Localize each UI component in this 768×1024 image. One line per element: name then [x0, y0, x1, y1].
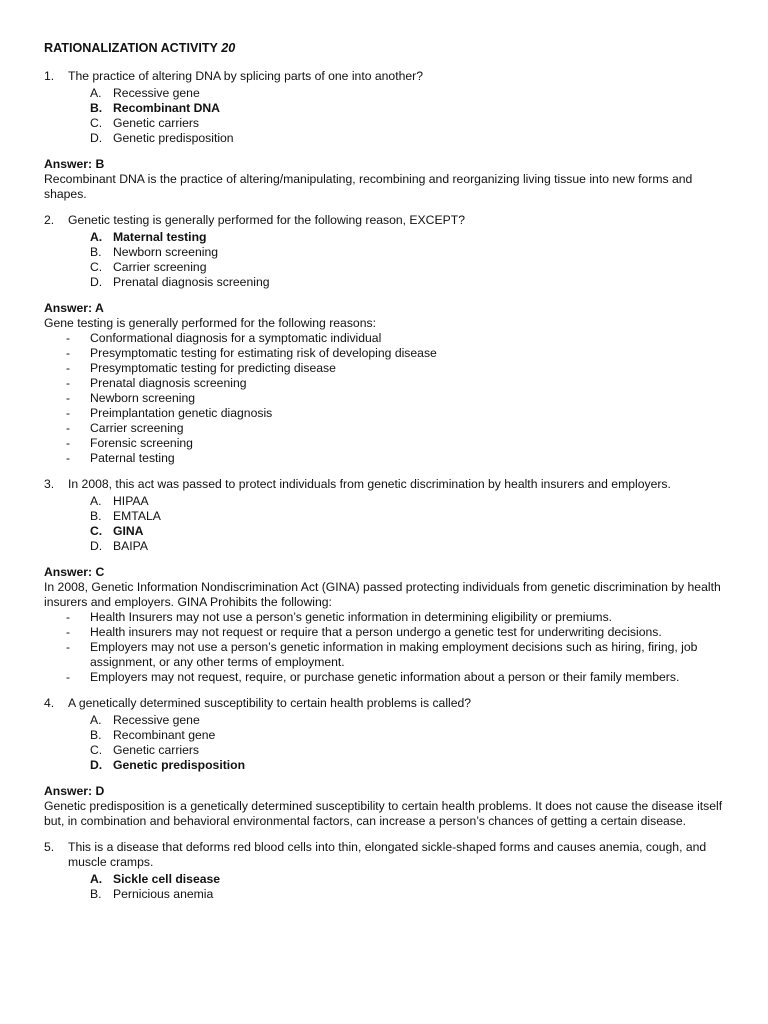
- options-list: [90, 86, 734, 146]
- option-a-correct: [90, 872, 734, 887]
- answer-explanation: Genetic predisposition is a genetically determined susceptibility to certain health problems. It does not cause the disease itself but, in combination and behavioral environmental factors, can increase a person’s chances of getting a certain disease.: [44, 799, 723, 828]
- question-4: [44, 696, 734, 711]
- bullet-text: Conformational diagnosis for a symptomatic individual: [90, 331, 382, 345]
- bullet-text: Presymptomatic testing for predicting disease: [90, 361, 336, 375]
- option-c: [90, 116, 734, 131]
- option-d: [90, 275, 734, 290]
- option-letter: D.: [90, 275, 103, 289]
- question-1: [44, 69, 734, 84]
- option-b: [90, 509, 734, 524]
- option-letter: D.: [90, 131, 103, 145]
- bullet-item: - Health Insurers may not use a person’s genetic information in determining eligibility or premiums.: [66, 610, 613, 624]
- question-number: 4.: [44, 696, 55, 710]
- answer-heading: Answer: D: [44, 784, 105, 798]
- options-list: [90, 713, 734, 773]
- bullet-item: - Health insurers may not request or require that a person undergo a genetic test for underwriting decisions.: [66, 625, 662, 639]
- bullet-text: Preimplantation genetic diagnosis: [90, 406, 273, 420]
- option-text: Genetic predisposition: [113, 758, 246, 772]
- bullet-item: - Conformational diagnosis for a symptomatic individual: [66, 331, 382, 345]
- option-text: Recessive gene: [113, 86, 200, 100]
- option-a-correct: [90, 230, 734, 245]
- bullet-item: - Preimplantation genetic diagnosis: [66, 406, 273, 420]
- bullet-item: - Employers may not use a person’s genetic information in making employment decisions such as hiring, firing, job assignment, or any other terms of employment.: [66, 640, 698, 669]
- option-text: Recombinant gene: [113, 728, 216, 742]
- option-d-correct: [90, 758, 734, 773]
- option-letter: D.: [90, 758, 103, 772]
- bullet-item: - Paternal testing: [66, 451, 175, 465]
- question-text: The practice of altering DNA by splicing parts of one into another?: [68, 69, 423, 83]
- bullet-item: - Carrier screening: [66, 421, 184, 435]
- option-letter: A.: [90, 230, 103, 244]
- bullet-list: [44, 610, 734, 685]
- option-letter: D.: [90, 539, 103, 553]
- options-list: [90, 494, 734, 554]
- question-number: 5.: [44, 840, 55, 854]
- bullet-text: Carrier screening: [90, 421, 184, 435]
- option-letter: C.: [90, 524, 103, 538]
- option-b: [90, 728, 734, 743]
- option-letter: B.: [90, 728, 102, 742]
- question-text: A genetically determined susceptibility to certain health problems is called?: [68, 696, 472, 710]
- option-c: [90, 260, 734, 275]
- bullet-list: [44, 331, 734, 466]
- bullet-item: - Prenatal diagnosis screening: [66, 376, 247, 390]
- bullet-item: - Presymptomatic testing for predicting disease: [66, 361, 336, 375]
- option-text: Genetic carriers: [113, 116, 200, 130]
- option-a: [90, 86, 734, 101]
- option-b-correct: [90, 101, 734, 116]
- page-title: [44, 41, 734, 56]
- option-letter: A.: [90, 872, 103, 886]
- bullet-text: Paternal testing: [90, 451, 175, 465]
- option-text: EMTALA: [113, 509, 161, 523]
- option-d: [90, 539, 734, 554]
- bullet-text: Forensic screening: [90, 436, 193, 450]
- option-text: Recombinant DNA: [113, 101, 220, 115]
- title-number: 20: [221, 41, 236, 55]
- answer-explanation: In 2008, Genetic Information Nondiscrimination Act (GINA) passed protecting individuals from genetic discrimination by health insurers and employers. GINA Prohibits the following:: [44, 580, 721, 609]
- option-a: [90, 494, 734, 509]
- question-2: [44, 213, 734, 228]
- bullet-text: Health Insurers may not use a person’s genetic information in determining eligibility or premiums.: [90, 610, 613, 624]
- option-text: GINA: [113, 524, 144, 538]
- option-letter: B.: [90, 245, 102, 259]
- bullet-item: - Employers may not request, require, or purchase genetic information about a person or their family members.: [66, 670, 680, 684]
- option-d: [90, 131, 734, 146]
- bullet-text: Employers may not use a person’s genetic information in making employment decisions such as hiring, firing, job assignment, or any other terms of employment.: [90, 640, 698, 669]
- option-letter: B.: [90, 509, 102, 523]
- option-text: Prenatal diagnosis screening: [113, 275, 270, 289]
- option-text: Carrier screening: [113, 260, 207, 274]
- question-text: In 2008, this act was passed to protect individuals from genetic discrimination by health insurers and employers.: [68, 477, 671, 491]
- bullet-item: - Newborn screening: [66, 391, 196, 405]
- document-page: [44, 41, 734, 913]
- option-text: Newborn screening: [113, 245, 219, 259]
- bullet-text: Newborn screening: [90, 391, 196, 405]
- option-b: [90, 245, 734, 260]
- question-number: 2.: [44, 213, 55, 227]
- option-letter: C.: [90, 743, 103, 757]
- option-c-correct: [90, 524, 734, 539]
- option-letter: A.: [90, 713, 102, 727]
- answer-heading: Answer: B: [44, 157, 105, 171]
- question-number: 1.: [44, 69, 55, 83]
- option-a: [90, 713, 734, 728]
- option-text: BAIPA: [113, 539, 148, 553]
- option-text: HIPAA: [113, 494, 149, 508]
- bullet-item: - Presymptomatic testing for estimating risk of developing disease: [66, 346, 437, 360]
- option-text: Genetic predisposition: [113, 131, 234, 145]
- option-c: [90, 743, 734, 758]
- bullet-text: Health insurers may not request or require that a person undergo a genetic test for underwriting decisions.: [90, 625, 662, 639]
- answer-heading: Answer: C: [44, 565, 105, 579]
- bullet-text: Prenatal diagnosis screening: [90, 376, 247, 390]
- option-letter: B.: [90, 101, 103, 115]
- option-letter: A.: [90, 86, 102, 100]
- question-number: 3.: [44, 477, 55, 491]
- question-text: Genetic testing is generally performed for the following reason, EXCEPT?: [68, 213, 465, 227]
- bullet-item: - Forensic screening: [66, 436, 193, 450]
- option-letter: A.: [90, 494, 102, 508]
- option-letter: C.: [90, 260, 103, 274]
- option-b: [90, 887, 734, 902]
- answer-heading: Answer: A: [44, 301, 104, 315]
- option-letter: B.: [90, 887, 102, 901]
- question-3: [44, 477, 734, 492]
- options-list: [90, 872, 734, 902]
- bullet-text: Presymptomatic testing for estimating risk of developing disease: [90, 346, 437, 360]
- bullet-text: Employers may not request, require, or purchase genetic information about a person or their family members.: [90, 670, 680, 684]
- title-prefix: RATIONALIZATION ACTIVITY: [44, 41, 222, 55]
- option-text: Genetic carriers: [113, 743, 200, 757]
- question-5: [44, 840, 734, 870]
- option-text: Sickle cell disease: [113, 872, 221, 886]
- option-letter: C.: [90, 116, 103, 130]
- answer-explanation: Recombinant DNA is the practice of altering/manipulating, recombining and reorganizing living tissue into new forms and shapes.: [44, 172, 693, 201]
- answer-explanation: Gene testing is generally performed for the following reasons:: [44, 316, 376, 330]
- option-text: Recessive gene: [113, 713, 200, 727]
- option-text: Maternal testing: [113, 230, 207, 244]
- options-list: [90, 230, 734, 290]
- option-text: Pernicious anemia: [113, 887, 214, 901]
- question-text: This is a disease that deforms red blood cells into thin, elongated sickle-shaped forms and causes anemia, cough, and muscle cramps.: [68, 840, 707, 869]
